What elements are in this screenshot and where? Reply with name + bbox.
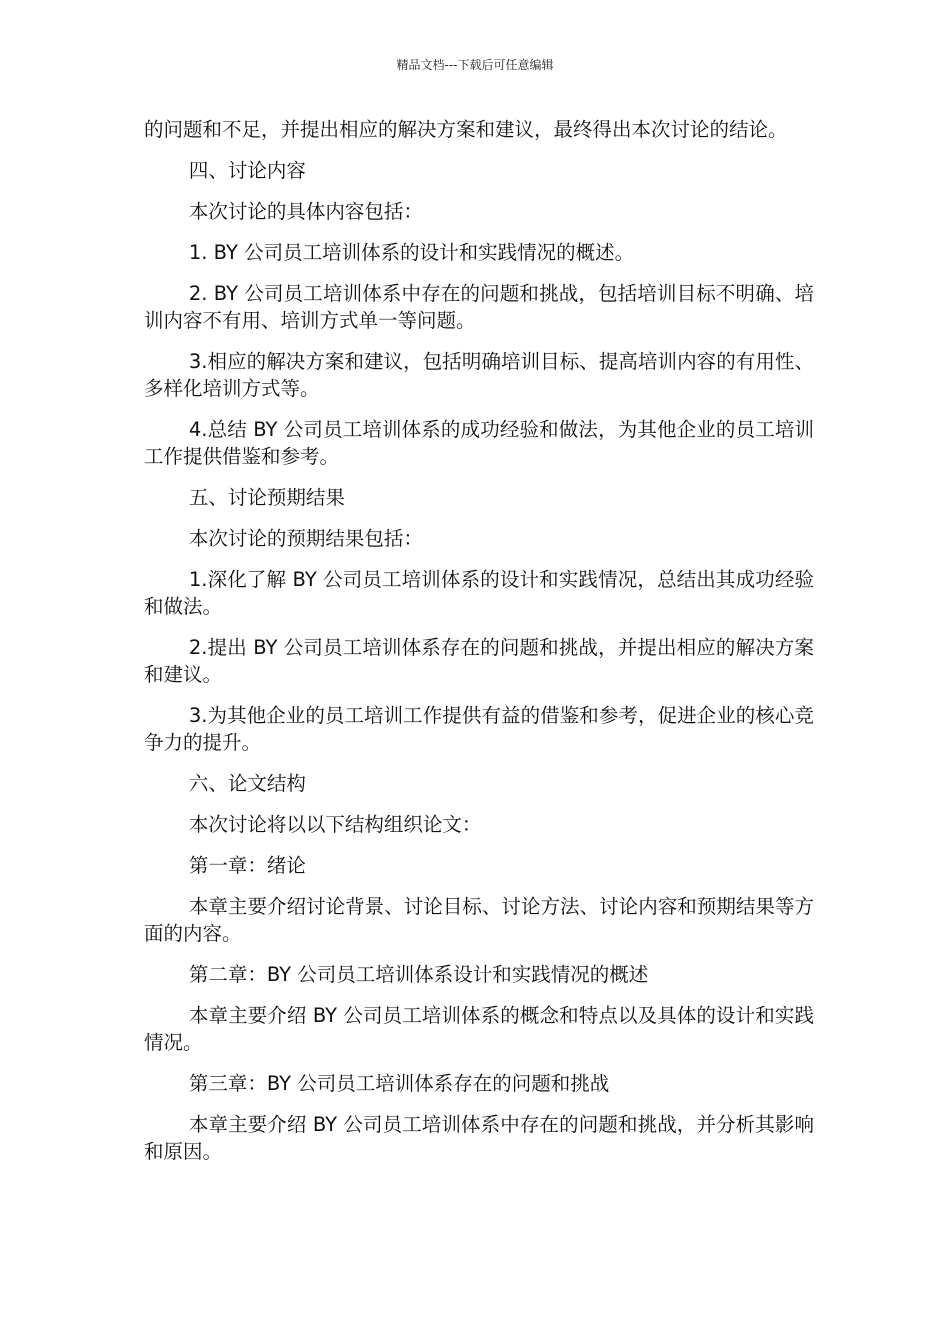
list-item: 2.提出 BY 公司员工培训体系存在的问题和挑战，并提出相应的解决方案和建议。 (144, 636, 814, 686)
paragraph: 本章主要介绍 BY 公司员工培训体系的概念和特点以及具体的设计和实践情况。 (144, 1004, 814, 1054)
paragraph: 本章主要介绍 BY 公司员工培训体系中存在的问题和挑战，并分析其影响和原因。 (144, 1113, 814, 1163)
list-item: 4.总结 BY 公司员工培训体系的成功经验和做法，为其他企业的员工培训工作提供借鉴和参考。 (144, 418, 814, 468)
section-heading-expected-results: 五、讨论预期结果 (188, 486, 345, 509)
paragraph: 本次讨论的具体内容包括： (188, 200, 423, 223)
chapter-title: 第一章：绪论 (188, 854, 306, 877)
page-header: 精品文档---下载后可任意编辑 (396, 58, 554, 72)
list-item: 2. BY 公司员工培训体系中存在的问题和挑战，包括培训目标不明确、培训内容不有用、培训方式单一等问题。 (144, 282, 814, 332)
paragraph: 本次讨论的预期结果包括： (188, 527, 423, 550)
section-heading-paper-structure: 六、论文结构 (188, 772, 306, 795)
chapter-title: 第二章：BY 公司员工培训体系设计和实践情况的概述 (188, 963, 649, 986)
section-heading-discussion-content: 四、讨论内容 (188, 159, 306, 182)
document-body (144, 116, 814, 1179)
list-item: 1.深化了解 BY 公司员工培训体系的设计和实践情况，总结出其成功经验和做法。 (144, 568, 814, 618)
chapter-title: 第三章：BY 公司员工培训体系存在的问题和挑战 (188, 1072, 610, 1095)
paragraph-continuation: 的问题和不足，并提出相应的解决方案和建议，最终得出本次讨论的结论。 (144, 118, 788, 141)
list-item: 3.为其他企业的员工培训工作提供有益的借鉴和参考，促进企业的核心竞争力的提升。 (144, 704, 814, 754)
paragraph: 本章主要介绍讨论背景、讨论目标、讨论方法、讨论内容和预期结果等方面的内容。 (144, 895, 814, 945)
paragraph: 本次讨论将以以下结构组织论文： (188, 813, 482, 836)
list-item: 3.相应的解决方案和建议，包括明确培训目标、提高培训内容的有用性、多样化培训方式等。 (144, 350, 814, 400)
list-item: 1. BY 公司员工培训体系的设计和实践情况的概述。 (188, 241, 635, 264)
